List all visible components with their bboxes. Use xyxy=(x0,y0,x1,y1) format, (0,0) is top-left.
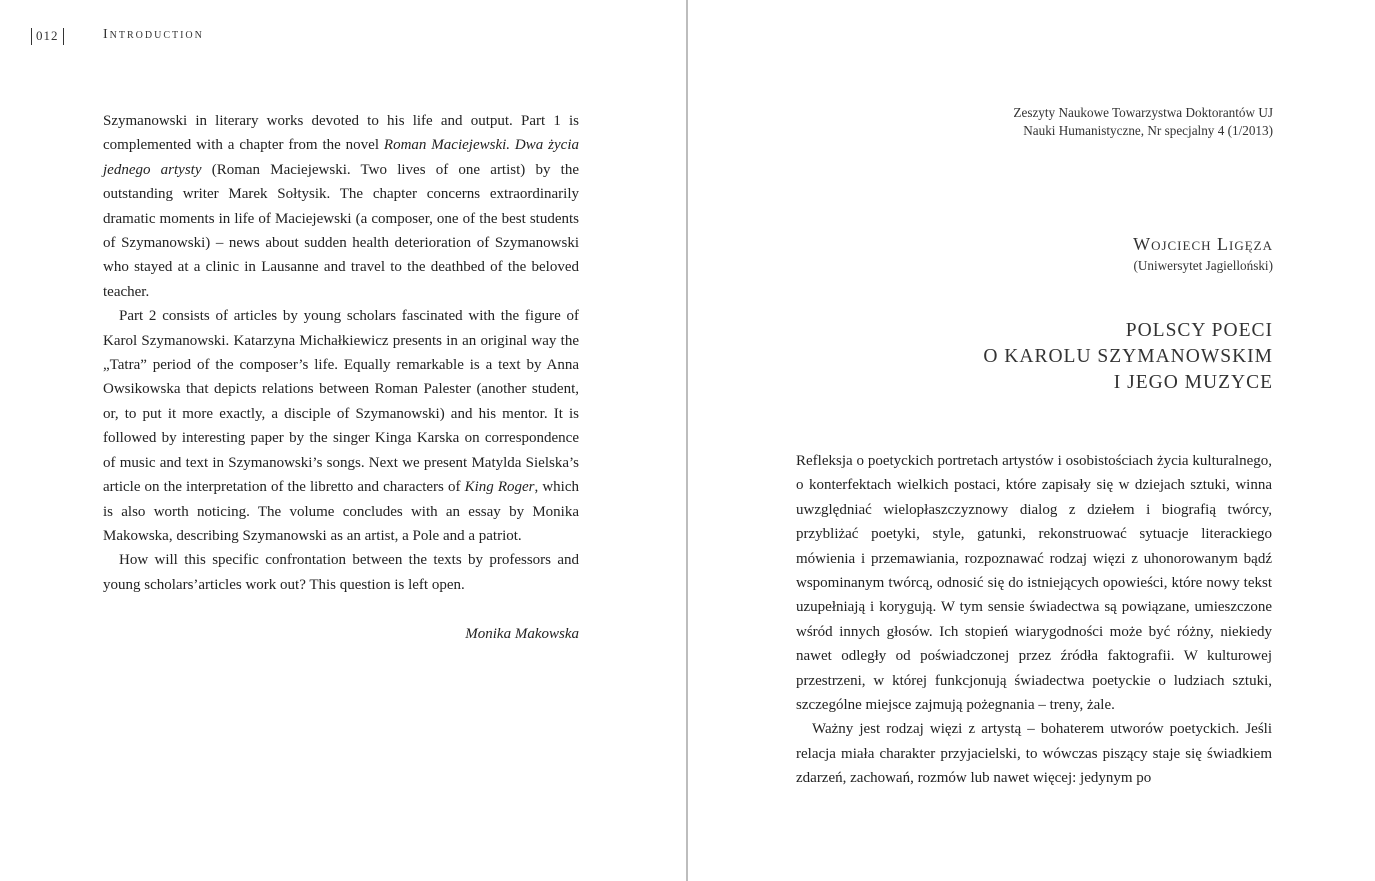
article-title xyxy=(983,318,1273,396)
paragraph: Szymanowski in literary works devoted to his life and output. Part 1 is complemented with a chapter from the novel Roman Maciejewski. Dwa życia jednego artysty (Roman Maciejewski. Two lives of one artist) by the outstanding writer Marek Sołtysik. The chapter concerns extraordinarily dramatic moments in life of Maciejewski (a composer, one of the best students of Szymanowski) – news about sudden health deterioration of Szymanowski who stayed at a clinic in Lausanne and travel to the deathbed of the beloved teacher. xyxy=(103,113,579,300)
folio-rule-right xyxy=(63,28,64,45)
author-name: Wojciech Ligęza xyxy=(1133,234,1273,254)
author-affiliation: (Uniwersytet Jagielloński) xyxy=(1133,258,1273,273)
right-body-text xyxy=(796,449,1272,791)
running-head xyxy=(31,27,204,45)
paragraph: Part 2 consists of articles by young scholars fascinated with the figure of Karol Szymanowski. Katarzyna Michałkiewicz presents in an original way the „Tatra” period of the composer’s life. Equally remarkable is a text by Anna Owsikowska that depicts relations between Roman Palester (another student, or, to put it more exactly, a disciple of Szymanowski) and his mentor. It is followed by interesting paper by the singer Kinga Karska on correspondence of music and text in Szymanowski’s songs. Next we present Matylda Sielska’s article on the interpretation of the libretto and characters of King Roger, which is also worth noticing. The volume concludes with an essay by Monika Makowska, describing Szymanowski as an artist, a Pole and a patriot. xyxy=(103,308,579,544)
journal-issue: Nauki Humanistyczne, Nr specjalny 4 (1/2013) xyxy=(1023,123,1273,138)
author-block xyxy=(1133,232,1273,276)
title-line: I JEGO MUZYCE xyxy=(1113,372,1273,393)
title-line: POLSCY POECI xyxy=(1125,320,1273,341)
running-head-title: Introduction xyxy=(103,27,204,42)
page-number-text: 012 xyxy=(36,28,59,43)
journal-name: Zeszyty Naukowe Towarzystwa Doktorantów UJ xyxy=(1013,105,1273,120)
right-page xyxy=(688,0,1375,881)
signature: Monika Makowska xyxy=(465,626,579,643)
italic-text: Roman Maciejewski. Dwa życia jednego artysty xyxy=(103,137,579,178)
italic-text: King Roger xyxy=(464,479,535,496)
paragraph: Refleksja o poetyckich portretach artystów i osobistościach życia kulturalnego, o konterfektach wielkich postaci, które zapisały się w dziejach sztuki, winna uwzględniać wielopłaszczyznowy dialog z dziełem i biografią twórcy, przybliżać poetyki, style, gatunki, rekonstruować sytuacje literackiego mówienia i przemawiania, rozpoznawać rodzaj więzi z uhonorowanym bądź wspominanym twórcą, odnosić się do istniejących opowieści, które nowy tekst uzupełniają i korygują. W tym sensie świadectwa są powiązane, umieszczone wśród innych głosów. Ich stopień wiarygodności może być różny, niekiedy nawet odległy od poświadczonej przez źródła faktografii. W kulturowej przestrzeni, w której funkcjonują świadectwa poetyckie o ludziach sztuki, szczególne miejsce zajmują pożegnania – treny, żale. xyxy=(796,453,1272,714)
title-line: O KAROLU SZYMANOWSKIM xyxy=(983,346,1273,367)
journal-info xyxy=(1013,104,1273,140)
left-page xyxy=(0,0,686,881)
paragraph: Ważny jest rodzaj więzi z artystą – bohaterem utworów poetyckich. Jeśli relacja miała charakter przyjacielski, to wówczas piszący staje się świadkiem zdarzeń, zachowań, rozmów lub nawet więcej: jedynym po xyxy=(796,721,1272,787)
page-number xyxy=(31,28,64,45)
left-body-text xyxy=(103,109,579,646)
paragraph: How will this specific confrontation between the texts by professors and young scholars’articles work out? This question is left open. xyxy=(103,552,579,593)
